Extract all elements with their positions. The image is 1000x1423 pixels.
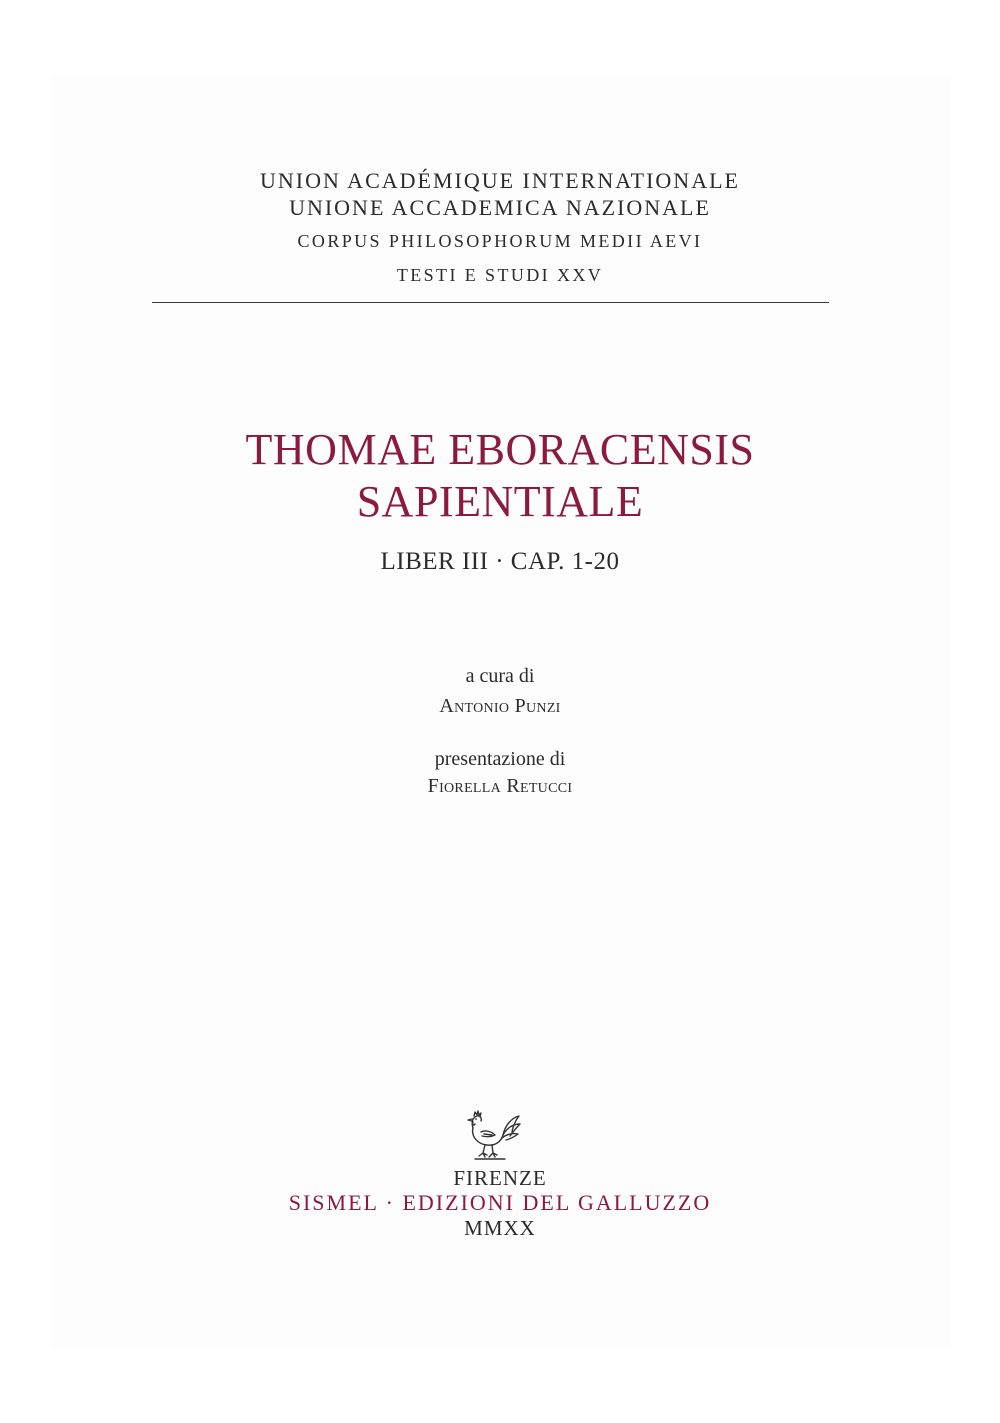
- presenter-name: Fiorella Retucci: [427, 775, 573, 797]
- series-volume: TESTI E STUDI XXV: [396, 265, 604, 285]
- header-divider: [152, 302, 829, 303]
- book-title-line1: THOMAE EBORACENSIS: [245, 425, 755, 474]
- academy-international: UNION ACADÉMIQUE INTERNATIONALE: [260, 168, 740, 193]
- presenter-label: presentazione di: [434, 748, 566, 770]
- editor-label: a cura di: [465, 665, 535, 687]
- series-name: CORPUS PHILOSOPHORUM MEDII AEVI: [297, 231, 703, 251]
- editor-name: Antonio Punzi: [439, 695, 561, 717]
- publisher-name: SISMEL · EDIZIONI DEL GALLUZZO: [288, 1190, 712, 1215]
- book-subtitle: LIBER III · CAP. 1-20: [380, 548, 620, 575]
- academy-national: UNIONE ACCADEMICA NAZIONALE: [289, 195, 711, 220]
- rooster-icon: [461, 1108, 523, 1162]
- publisher-city: FIRENZE: [453, 1166, 547, 1190]
- book-title-line2: SAPIENTIALE: [356, 477, 644, 526]
- publication-year: MMXX: [464, 1216, 536, 1240]
